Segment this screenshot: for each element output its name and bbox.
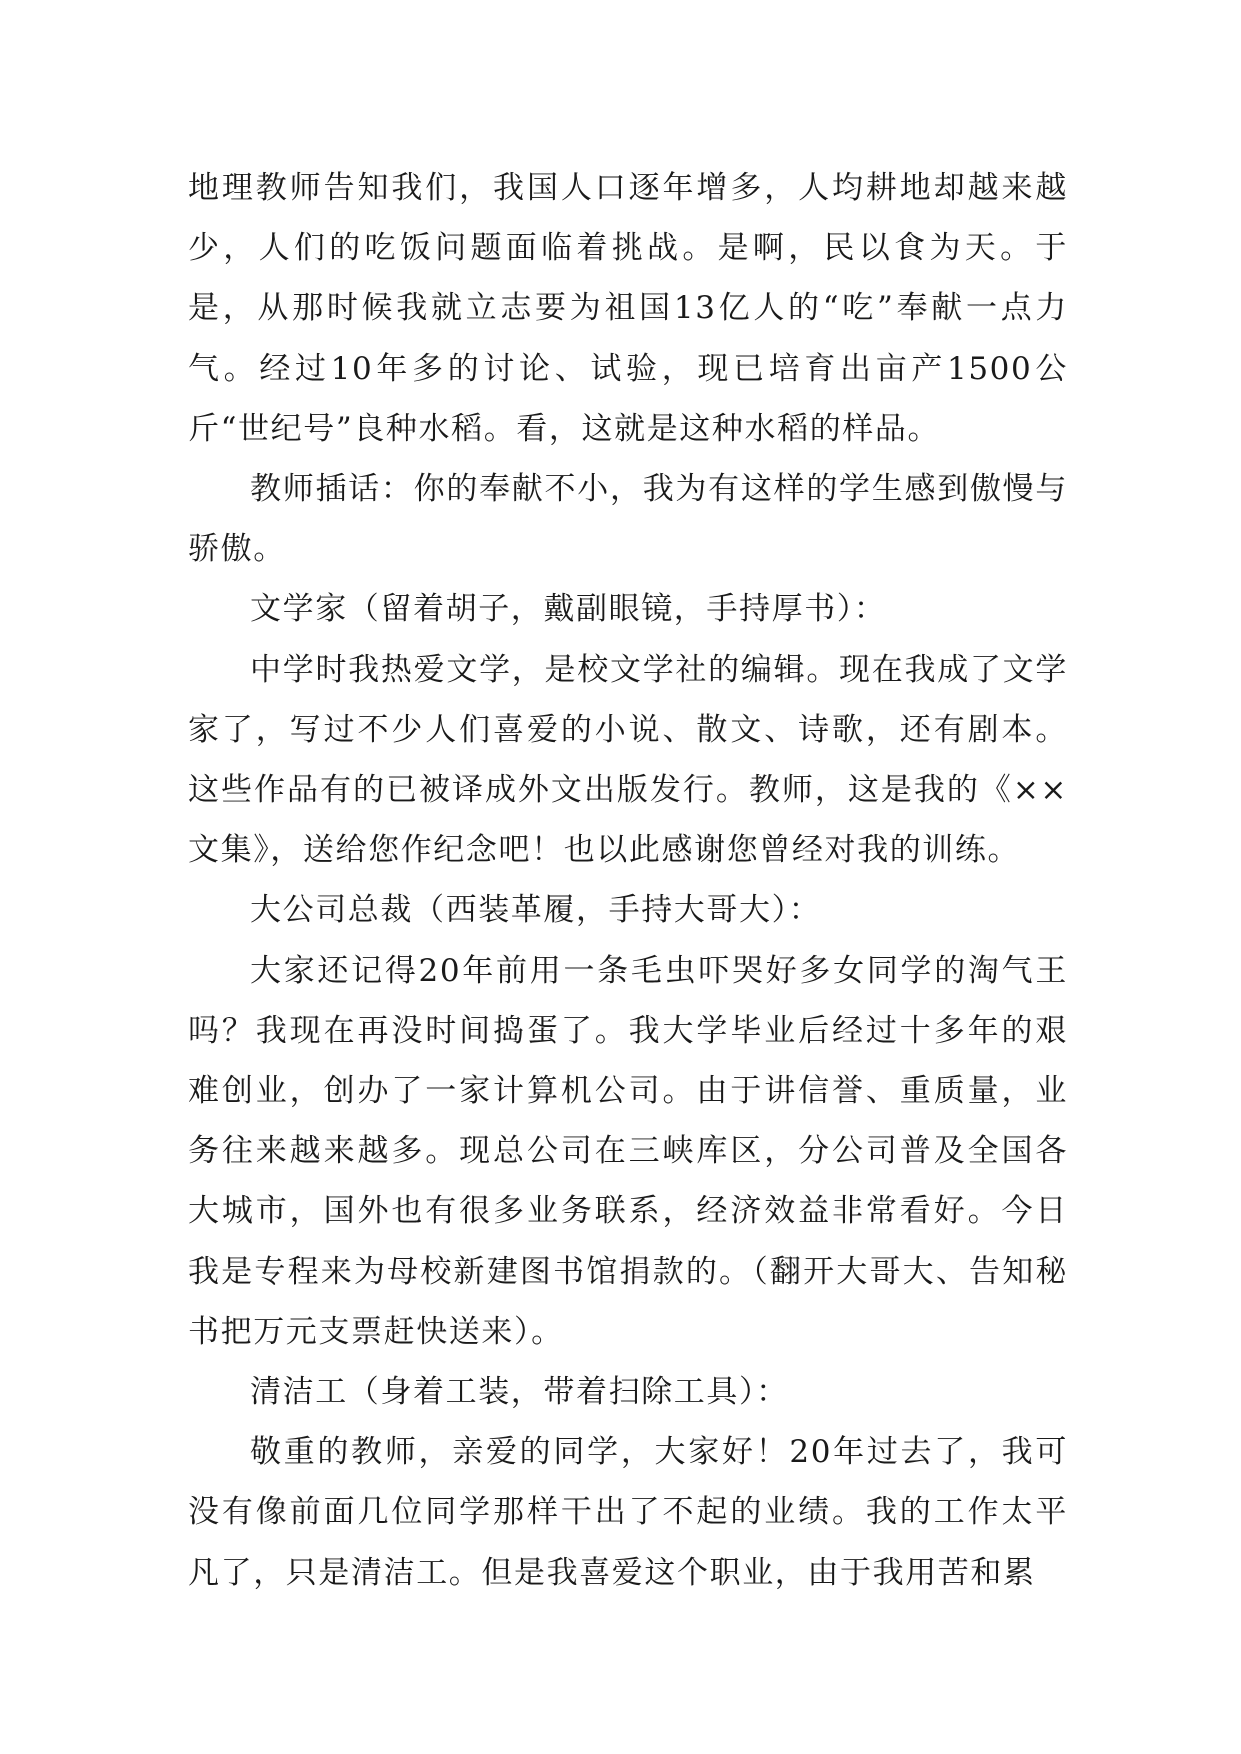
paragraph-writer-intro: 文学家（留着胡子，戴副眼镜，手持厚书）： bbox=[250, 591, 887, 628]
paragraph-ceo-speech: 大家还记得20年前用一条毛虫吓哭好多女同学的淘气王吗？我现在再没时间捣蛋了。我大学毕业后经过十多年的艰难创业，创办了一家计算机公司。由于讲信誉、重质量，业务往来越来越多。现总公司在三峡库区，分公司普及全国各大城市，国外也有很多业务联系，经济效益非常看好。今日我是专程来为母校新建图书馆捐款的。（翻开大哥大、告知秘书把万元支票赶快送来）。 bbox=[188, 952, 1068, 1350]
paragraph-rice-research: 地理教师告知我们，我国人口逐年增多，人均耕地却越来越少，人们的吃饭问题面临着挑战。是啊，民以食为天。于是，从那时候我就立志要为祖国13亿人的“吃”奉献一点力气。经过10年多的讨论、试验，现已培育出亩产1500公斤“世纪号”良种水稻。看，这就是这种水稻的样品。 bbox=[188, 170, 1068, 447]
paragraph-cleaner-intro: 清洁工（身着工装，带着扫除工具）： bbox=[250, 1374, 789, 1411]
document-body bbox=[188, 158, 1068, 1603]
paragraph-writer-speech: 中学时我热爱文学，是校文学社的编辑。现在我成了文学家了，写过不少人们喜爱的小说、散文、诗歌，还有剧本。这些作品有的已被译成外文出版发行。教师，这是我的《××文集》，送给您作纪念吧！也以此感谢您曾经对我的训练。 bbox=[188, 651, 1068, 869]
paragraph-ceo-intro: 大公司总裁（西装革履，手持大哥大）： bbox=[250, 892, 822, 929]
paragraph-teacher-remark: 教师插话：你的奉献不小，我为有这样的学生感到傲慢与骄傲。 bbox=[188, 471, 1068, 568]
paragraph-cleaner-speech: 敬重的教师，亲爱的同学，大家好！20年过去了，我可没有像前面几位同学那样干出了不起的业绩。我的工作太平凡了，只是清洁工。但是我喜爱这个职业，由于我用苦和累 bbox=[188, 1434, 1068, 1591]
